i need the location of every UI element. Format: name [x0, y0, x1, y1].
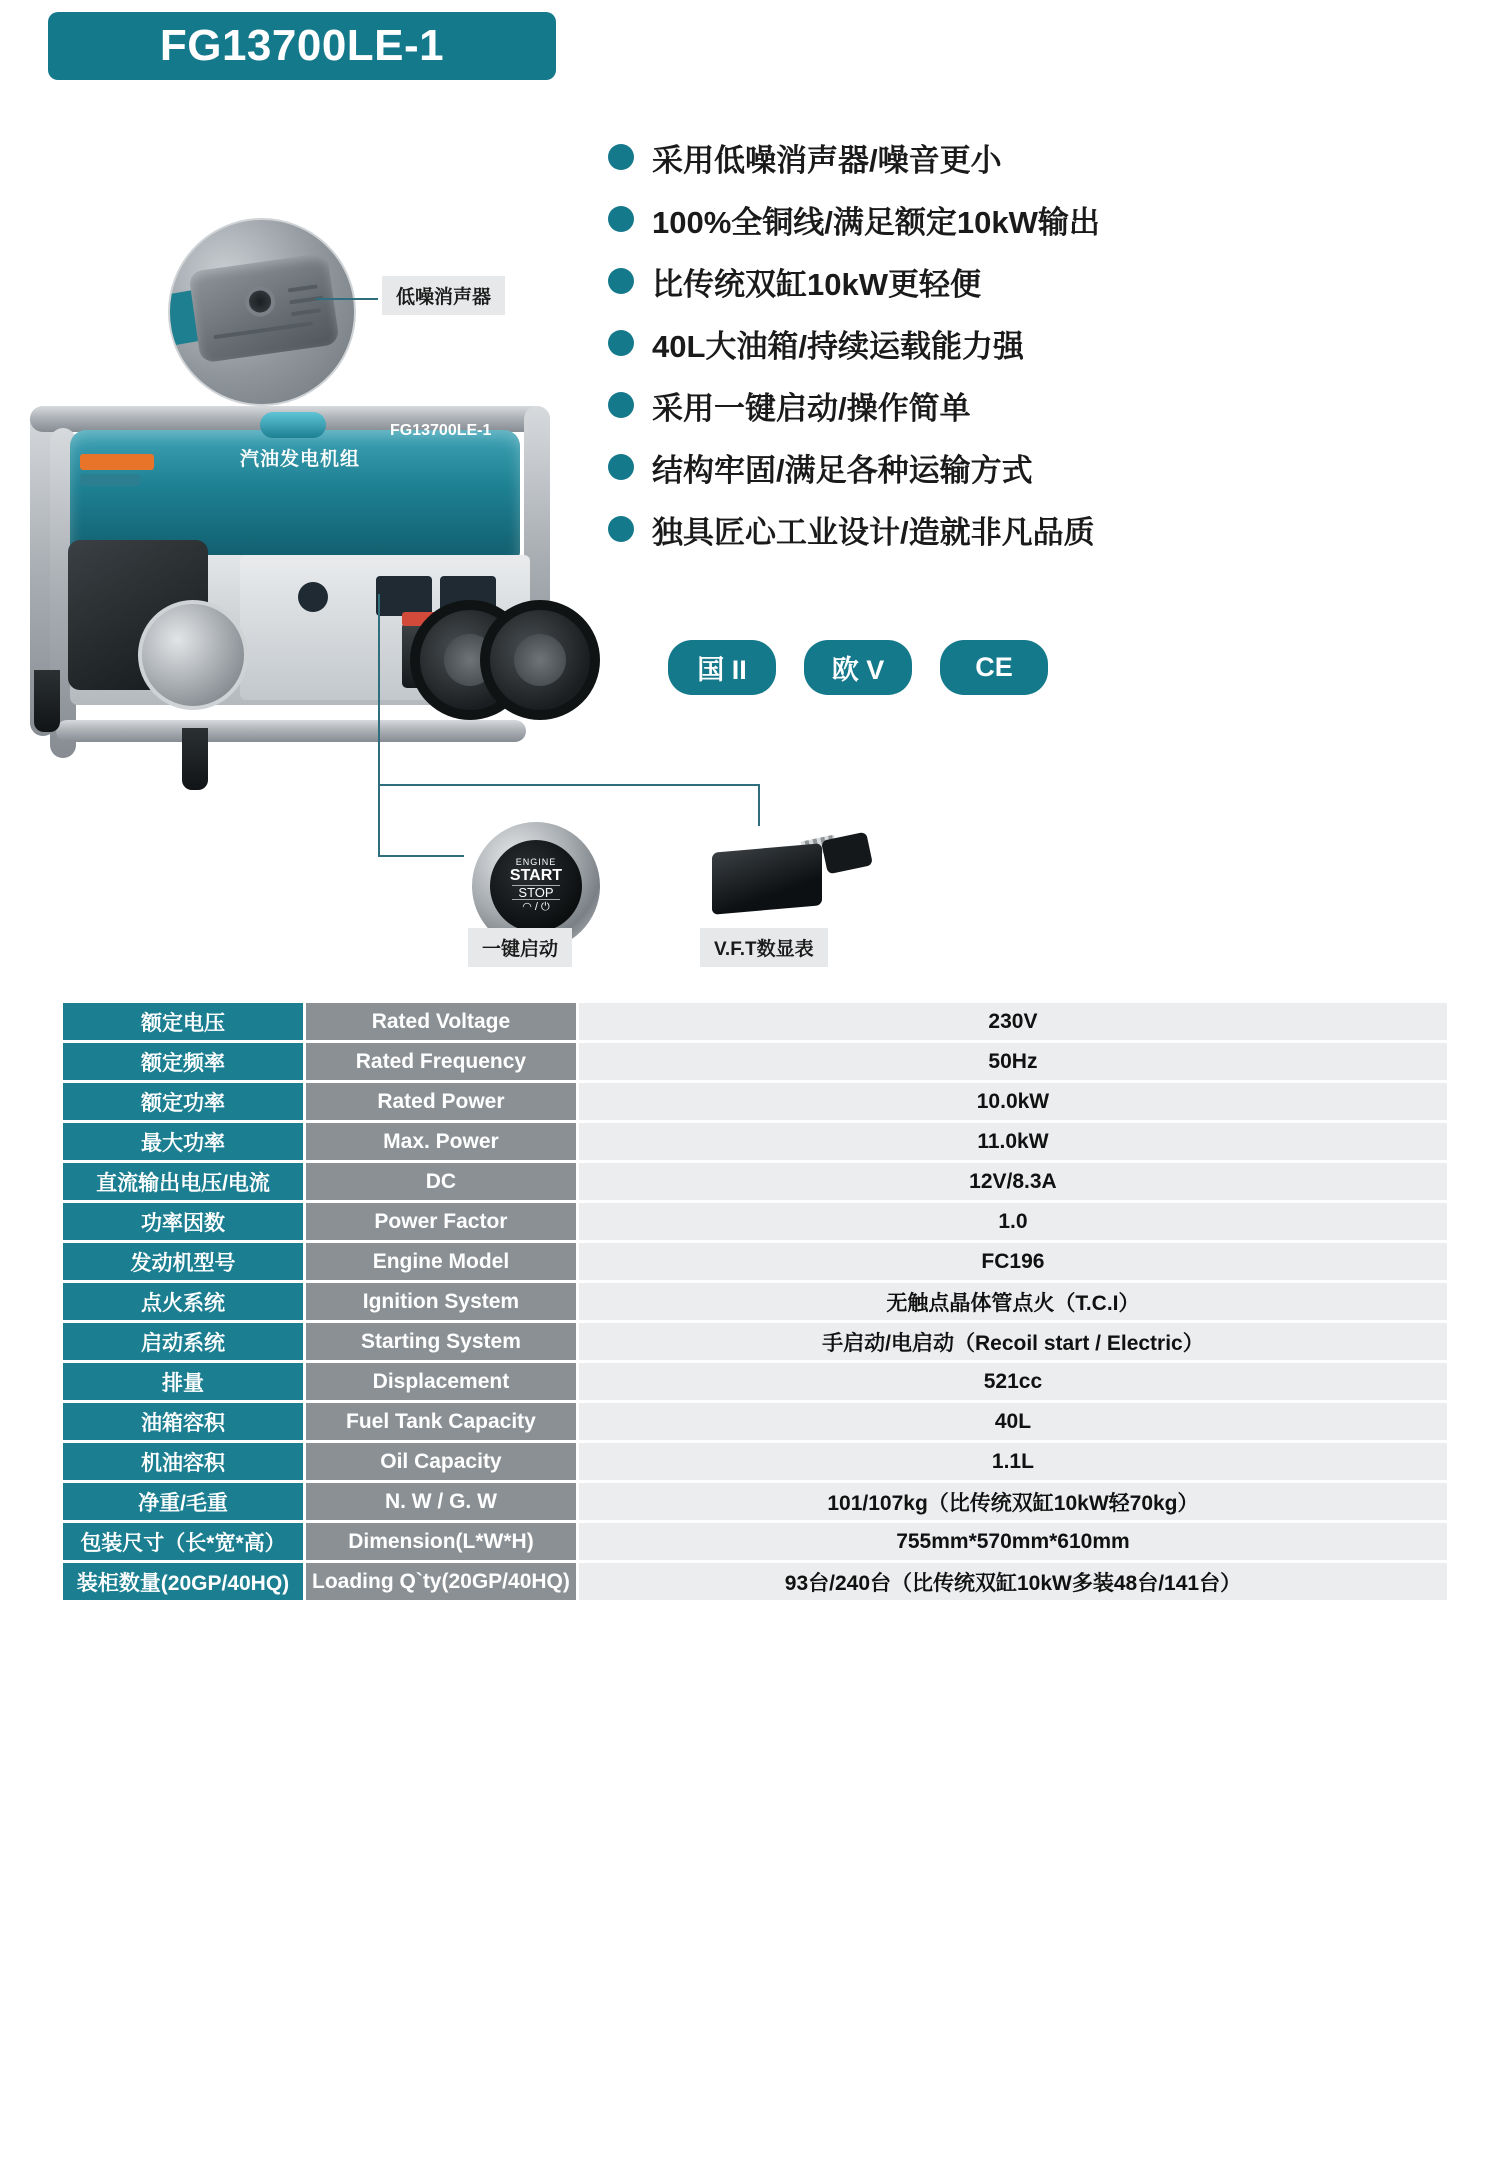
list-item: [608, 508, 1488, 550]
spec-name-en: N. W / G. W: [306, 1483, 576, 1520]
spec-name-cn: 最大功率: [63, 1123, 303, 1160]
spec-value: 1.1L: [579, 1443, 1447, 1480]
spec-table-body: [63, 1003, 1447, 1600]
table-row: [63, 1163, 1447, 1200]
vft-meter-photo: [706, 830, 876, 920]
start-stop-text: STOP: [512, 885, 559, 901]
feature-label: 采用低噪消声器/噪音更小: [652, 142, 1002, 178]
bullet-dot-icon: [608, 144, 634, 170]
body-model-text: FG13700LE-1: [390, 422, 492, 439]
list-item: [608, 322, 1488, 364]
spec-value: 1.0: [579, 1203, 1447, 1240]
spec-name-cn: 额定电压: [63, 1003, 303, 1040]
spec-value: 230V: [579, 1003, 1447, 1040]
socket-outlet: [376, 576, 432, 616]
spec-name-en: Ignition System: [306, 1283, 576, 1320]
spec-name-en: Loading Q`ty(20GP/40HQ): [306, 1563, 576, 1600]
spec-name-cn: 额定功率: [63, 1083, 303, 1120]
start-start-text: START: [509, 866, 563, 884]
product-photo: [0, 200, 600, 840]
table-row: [63, 1283, 1447, 1320]
leader-line-start-horizontal: [378, 855, 464, 857]
spec-value: 手启动/电启动（Recoil start / Electric）: [579, 1323, 1447, 1360]
spec-value: 40L: [579, 1403, 1447, 1440]
certification-badges: [668, 640, 1048, 695]
spec-name-cn: 点火系统: [63, 1283, 303, 1320]
muffler-fin: [289, 296, 323, 305]
muffler-outlet-icon: [243, 285, 277, 319]
bullet-dot-icon: [608, 330, 634, 356]
list-item: [608, 384, 1488, 426]
start-button-face: [490, 840, 582, 932]
table-row: [63, 1043, 1447, 1080]
spec-name-cn: 额定频率: [63, 1043, 303, 1080]
rotary-knob: [298, 582, 328, 612]
feature-label: 比传统双缸10kW更轻便: [652, 266, 981, 302]
callout-start-label: 一键启动: [468, 928, 572, 967]
spec-name-en: Starting System: [306, 1323, 576, 1360]
table-row: [63, 1443, 1447, 1480]
page-title: FG13700LE-1: [159, 21, 445, 70]
bullet-dot-icon: [608, 392, 634, 418]
spec-value: 11.0kW: [579, 1123, 1447, 1160]
bullet-dot-icon: [608, 516, 634, 542]
table-row: [63, 1323, 1447, 1360]
specifications-table: [60, 1000, 1450, 1603]
feature-label: 结构牢固/满足各种运输方式: [652, 452, 1033, 488]
table-row: [63, 1203, 1447, 1240]
recoil-starter: [138, 600, 248, 710]
spec-value: 755mm*570mm*610mm: [579, 1523, 1447, 1560]
spec-value: 12V/8.3A: [579, 1163, 1447, 1200]
table-row: [63, 1123, 1447, 1160]
table-row: [63, 1483, 1447, 1520]
list-item: [608, 446, 1488, 488]
status-badge: 欧 V: [804, 640, 912, 695]
table-row: [63, 1523, 1447, 1560]
leader-line-start-vertical: [378, 594, 380, 856]
leader-line-vft-vertical: [758, 784, 760, 826]
spec-name-cn: 启动系统: [63, 1323, 303, 1360]
bullet-dot-icon: [608, 206, 634, 232]
list-item: [608, 136, 1488, 178]
spec-value: 10.0kW: [579, 1083, 1447, 1120]
spec-name-cn: 装柜数量(20GP/40HQ): [63, 1563, 303, 1600]
bullet-dot-icon: [608, 454, 634, 480]
table-row: [63, 1563, 1447, 1600]
info-sticker: [80, 474, 140, 486]
feature-label: 独具匠心工业设计/造就非凡品质: [652, 514, 1095, 550]
spec-value: 521cc: [579, 1363, 1447, 1400]
spec-name-en: Rated Frequency: [306, 1043, 576, 1080]
spec-name-en: Rated Voltage: [306, 1003, 576, 1040]
feature-list: [608, 136, 1488, 570]
spec-name-en: Max. Power: [306, 1123, 576, 1160]
spec-value: 101/107kg（比传统双缸10kW轻70kg）: [579, 1483, 1447, 1520]
table-row: [63, 1403, 1447, 1440]
spec-name-en: DC: [306, 1163, 576, 1200]
leader-line-vft-horizontal: [378, 784, 760, 786]
generator-illustration: [10, 370, 595, 840]
wheel: [480, 600, 600, 720]
spec-name-en: Displacement: [306, 1363, 576, 1400]
spec-name-cn: 包装尺寸（长*宽*高）: [63, 1523, 303, 1560]
table-row: [63, 1243, 1447, 1280]
status-badge: 国 II: [668, 640, 776, 695]
feature-label: 40L大油箱/持续运载能力强: [652, 328, 1025, 364]
list-item: [608, 260, 1488, 302]
spec-value: FC196: [579, 1243, 1447, 1280]
spec-name-en: Oil Capacity: [306, 1443, 576, 1480]
spec-name-cn: 净重/毛重: [63, 1483, 303, 1520]
frame-bar-bottom: [56, 720, 526, 742]
spec-name-en: Fuel Tank Capacity: [306, 1403, 576, 1440]
vft-meter-body: [712, 843, 822, 915]
spec-value: 无触点晶体管点火（T.C.I）: [579, 1283, 1447, 1320]
spec-name-cn: 排量: [63, 1363, 303, 1400]
callout-vft-label: V.F.T数显表: [700, 928, 828, 967]
muffler-fin: [291, 308, 321, 316]
power-symbol-icon: ◠ / ⏻: [522, 901, 550, 914]
spec-name-cn: 直流输出电压/电流: [63, 1163, 303, 1200]
start-engine-text: ENGINE: [515, 857, 557, 868]
feature-label: 采用一键启动/操作简单: [652, 390, 971, 426]
warning-sticker: [80, 454, 154, 470]
muffler-body: [188, 253, 339, 364]
fuel-cap: [260, 412, 326, 438]
spec-name-en: Power Factor: [306, 1203, 576, 1240]
spec-name-en: Rated Power: [306, 1083, 576, 1120]
spec-name-en: Dimension(L*W*H): [306, 1523, 576, 1560]
muffler-fin: [288, 284, 318, 292]
spec-value: 93台/240台（比传统双缸10kW多装48台/141台）: [579, 1563, 1447, 1600]
spec-name-cn: 发动机型号: [63, 1243, 303, 1280]
spec-value: 50Hz: [579, 1043, 1447, 1080]
support-leg: [182, 728, 208, 790]
list-item: [608, 198, 1488, 240]
spec-name-cn: 功率因数: [63, 1203, 303, 1240]
spec-name-cn: 机油容积: [63, 1443, 303, 1480]
status-badge: CE: [940, 640, 1048, 695]
table-row: [63, 1363, 1447, 1400]
callout-muffler-label: 低噪消声器: [382, 276, 505, 315]
muffler-fin: [213, 321, 313, 339]
leader-line-muffler: [316, 298, 378, 300]
support-leg: [34, 670, 60, 732]
spec-name-cn: 油箱容积: [63, 1403, 303, 1440]
product-title-banner: [48, 12, 556, 80]
spec-name-en: Engine Model: [306, 1243, 576, 1280]
body-brand-text: 汽油发电机组: [240, 449, 361, 470]
bullet-dot-icon: [608, 268, 634, 294]
table-row: [63, 1083, 1447, 1120]
table-row: [63, 1003, 1447, 1040]
feature-label: 100%全铜线/满足额定10kW输出: [652, 204, 1100, 240]
